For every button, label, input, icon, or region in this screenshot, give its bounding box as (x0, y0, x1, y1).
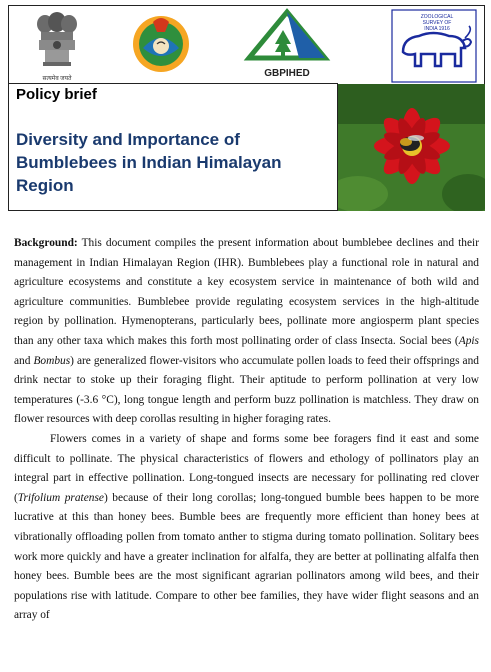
background-and: and (14, 354, 34, 367)
emblem-caption: सत्यमेव जयते (42, 76, 72, 82)
background-text-a: This document compiles the present information about bumblebee declines and their management in Indian Himalayan Region (IHR). Bumblebees play a functional role in natural and agriculture ecosystems and constitute a key ecosystem service in maintenance of both wild and agriculture communities. Bumblebee provide regulating ecosystem services in the high-altitude region by pollination. Hymenopterans, particularly bees, pollinate more angiosperm plant species than any other taxa which makes this forth most pollinating order of class Insecta. Social bees ( (14, 237, 479, 347)
flowers-paragraph (14, 430, 479, 626)
header-box (8, 5, 485, 211)
moefcc-logo (131, 8, 191, 84)
national-emblem-logo (31, 10, 83, 84)
header-divider (9, 83, 337, 84)
body-text (14, 234, 479, 626)
gbpihed-logo (237, 8, 337, 84)
bumblebee-flower-photo (338, 84, 485, 211)
flowers-text-a: Flowers comes in a variety of shape and forms some bee foragers find it east and some difficult to pollinate. The physical characteristics of flowers and ethology of pollinators play an integral part in effective pollination. Long-tongued insects are necessary for pollinating red clover ( (14, 432, 479, 504)
trifolium-term: Trifolium pratense (17, 491, 104, 504)
policy-brief-label: Policy brief (16, 86, 97, 103)
background-paragraph (14, 234, 479, 430)
zsi-logo (389, 8, 479, 84)
gbpihed-label: GBPIHED (264, 68, 310, 79)
flowers-text-b: ) because of their long corollas; long-tongued bumble bees happen to be more lucrative at this than honey bees. Bumble bees are frequently more efficient than honey bees at vibrationally offloading pollen from tomato anther to stigma during tomato pollination. Solitary bees work more quickly and have a greater inclination for alfalfa, they are better at pollinating alfalfa then honey bees. Bumble bees are the most significant agrarian pollinators among wild bees, and their populations rise with latitude. Compare to other bee families, they have wider flight seasons and an array of (14, 491, 479, 622)
zsi-label: ZOOLOGICAL SURVEY OF INDIA 1916 (420, 14, 454, 32)
apis-term: Apis (458, 334, 479, 347)
background-label: Background: (14, 237, 78, 249)
bombus-term: Bombus (33, 354, 71, 367)
page-title: Diversity and Importance of Bumblebees in Indian Himalayan Region (16, 130, 282, 195)
background-text-b: ) are generalized flower-visitors who accumulate pollen loads to feed their offsprings and drink nectar to stoke up their foraging flight. Their aptitude to perform pollination at very low temperatures (-3.6 °C), long tongue length and perform buzz pollination is matchless. They draw on flower resources with deep corollas resulting in higher foraging rates. (14, 354, 479, 426)
